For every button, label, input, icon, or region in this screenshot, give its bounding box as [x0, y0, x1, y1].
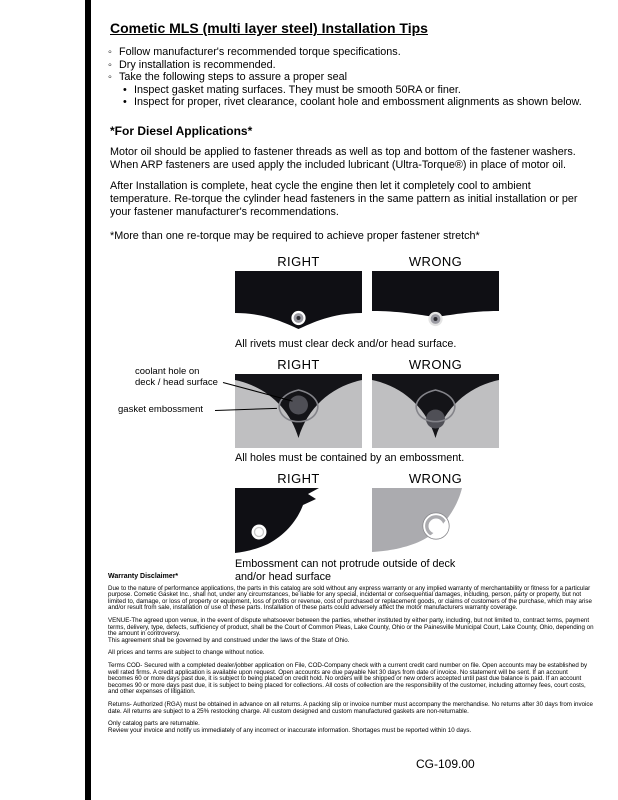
disclaimer-paragraph: Only catalog parts are returnable. [108, 720, 200, 728]
catalog-page-code: CG-109.00 [416, 757, 475, 771]
figure-holes-panels [235, 374, 499, 448]
tip-item [108, 71, 596, 84]
gasket-embossment-label: gasket embossment [118, 403, 204, 415]
tip-sub-item [123, 84, 596, 97]
tip-item [108, 46, 596, 59]
bolt-hole [429, 518, 444, 533]
tip-sub-item [123, 96, 596, 109]
tip-text: Take the following steps to assure a proper seal [119, 71, 348, 84]
figure-rivets-caption: All rivets must clear deck and/or head surface. [235, 337, 457, 350]
diesel-paragraph-2: After Installation is complete, heat cycle the engine then let it completely cool to ambient temperature. Re-torque the cylinder head fasteners in the same pattern as initial installation or per your fastener manufacturer's recommendations. [110, 179, 578, 218]
solid-bullet-icon: • [123, 96, 127, 109]
figure-embossment-panels [235, 488, 499, 554]
disclaimer-paragraph: Review your invoice and notify us immediately of any incorrect or inaccurate information. Shortages must be reported within 10 days. [108, 726, 472, 734]
wrong-column-label: WRONG [408, 253, 463, 269]
figure-holes-headers [235, 357, 499, 372]
disclaimer-paragraph: This agreement shall be governed by and construed under the laws of the State of Ohio. [108, 636, 350, 644]
figure-rivets-panels [235, 271, 499, 334]
rivets-wrong-panel [372, 271, 499, 334]
disclaimer-paragraph: Terms COD- Secured with a completed dealer/jobber application on File, COD-Company check with a current credit card number on file. Open accounts may be established by well rated firms. A credit application is available upon request. Open accounts are due payable Net 30 days from date of invoice. No statement will be sent. If an account becomes 60 or more days past due, it is subject to being placed on credit hold. No orders will be shipped or new orders accepted until past due balance is paid. If an account becomes 90 or more days past due, it is subject to being placed for collections. All costs of collection are the responsibility of the customer, including attorney fees, court costs, and other expenses of litigation. [108, 661, 588, 696]
page-content [108, 12, 596, 584]
rivets-right-panel [235, 271, 362, 334]
wrong-column-label: WRONG [408, 470, 463, 486]
coolant-hole [289, 395, 308, 414]
holes-wrong-panel [372, 374, 499, 448]
figure-embossment-caption: Embossment can not protrude outside of deck and/or head surface [235, 557, 456, 583]
tip-text: Dry installation is recommended. [119, 58, 276, 71]
tip-text: Inspect for proper, rivet clearance, coolant hole and embossment alignments as shown below. [134, 96, 582, 109]
disclaimer-paragraph: VENUE-The agreed upon venue, in the event of dispute whatsoever between the parties, whether instituted by either party, including, but not limited to, contract terms, payment terms, delivery, type, defects, sufficiency of product, shall be the Court of Common Pleas, Lake County, Ohio or the Painesville Municipal Court, Lake County, Ohio, depending on the amount in controversy. [108, 616, 594, 638]
diesel-applications-heading: *For Diesel Applications* [110, 123, 253, 138]
figure-holes-caption: All holes must be contained by an embossment. [235, 451, 465, 464]
tip-text: Inspect gasket mating surfaces. They must be smooth 50RA or finer. [134, 83, 461, 96]
hollow-bullet-icon: ◦ [108, 71, 112, 84]
disclaimer-paragraph: All prices and terms are subject to change without notice. [108, 649, 265, 657]
warranty-disclaimer-heading: Warranty Disclaimer* [108, 573, 179, 580]
retorque-note: *More than one re-torque may be required to achieve proper fastener stretch* [110, 229, 480, 242]
disclaimer-paragraph: Returns- Authorized (RGA) must be obtained in advance on all returns. A packing slip or invoice number must accompany the merchandise. No returns after 30 days from invoice date. All returns are subject to a 25% restocking charge. All custom designed and custom manufactured gaskets are non-returnable. [108, 700, 593, 715]
figure-embossment-headers [235, 471, 499, 486]
figure-holes [118, 356, 499, 464]
wrong-column-label: WRONG [408, 356, 463, 372]
page-title: Cometic MLS (multi layer steel) Installation Tips [110, 20, 428, 36]
right-column-label: RIGHT [277, 356, 320, 372]
right-column-label: RIGHT [277, 470, 320, 486]
bolt-hole [252, 524, 267, 539]
figure-rivets [235, 254, 499, 350]
diesel-paragraph-1: Motor oil should be applied to fastener threads as well as top and bottom of the fastener washers. When ARP fasteners are used apply the included lubricant (Ultra-Torque®) in place of motor oil. [110, 145, 576, 171]
solid-bullet-icon: • [123, 83, 127, 96]
warranty-disclaimer [108, 574, 594, 740]
figure-embossment [235, 471, 499, 584]
hollow-bullet-icon: ◦ [108, 58, 112, 71]
tip-text: Follow manufacturer's recommended torque specifications. [119, 46, 401, 58]
embossment-right-panel [235, 488, 362, 554]
tip-item [108, 59, 596, 72]
page-edge-bar [85, 0, 91, 800]
right-column-label: RIGHT [277, 253, 320, 269]
figure-rivets-headers [235, 254, 499, 269]
hollow-bullet-icon: ◦ [108, 46, 112, 58]
coolant-hole [426, 409, 445, 428]
embossment-wrong-panel [372, 488, 499, 554]
coolant-hole-label: coolant hole on deck / head surface [135, 365, 218, 388]
holes-right-panel [235, 374, 362, 448]
disclaimer-paragraph: Due to the nature of performance applications, the parts in this catalog are sold without any express warranty or any implied warranty of merchantability or fitness for a particular purpose. Cometic Gasket Inc., shall not, under any circumstances, be liable for any special, incidental or consequential damages, including, person, party or property, but not limited to, damage, or loss of property or equipment, loss of profits or revenue, cost of purchased or replacement goods, or claims of customers of the purchase, which may arise and/or result from sale, installation or use of these parts. Installation of these parts could adversely affect the motor manufacturers warranty coverage. [108, 584, 592, 612]
